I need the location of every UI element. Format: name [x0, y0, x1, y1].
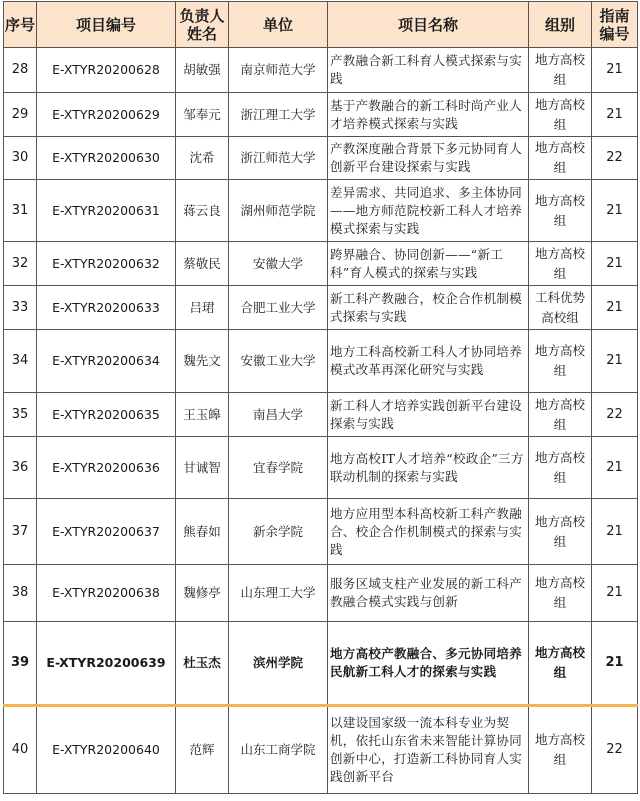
table-row — [4, 330, 638, 393]
cell-leader: 王玉皞 — [176, 393, 229, 437]
cell-seq: 35 — [4, 393, 37, 437]
cell-seq: 29 — [4, 93, 37, 137]
cell-guide: 21 — [592, 242, 638, 286]
cell-leader: 熊春如 — [176, 499, 229, 565]
cell-group: 地方高校组 — [529, 499, 592, 565]
cell-seq: 32 — [4, 242, 37, 286]
header-guide-line1: 指南 — [599, 6, 630, 25]
table-row — [4, 499, 638, 565]
table-row — [4, 393, 638, 437]
table-row — [4, 48, 638, 93]
cell-guide: 21 — [592, 499, 638, 565]
cell-project: 地方工科高校新工科人才协同培养模式改革再深化研究与实践 — [328, 330, 529, 393]
cell-group: 地方高校组 — [529, 93, 592, 137]
cell-group: 地方高校组 — [529, 706, 592, 794]
table-row — [4, 137, 638, 180]
cell-unit: 安徽大学 — [229, 242, 328, 286]
cell-leader: 甘诚智 — [176, 437, 229, 499]
cell-group: 地方高校组 — [529, 48, 592, 93]
cell-seq: 37 — [4, 499, 37, 565]
cell-code: E-XTYR20200639 — [37, 622, 176, 706]
cell-group: 地方高校组 — [529, 242, 592, 286]
cell-project: 跨界融合、协同创新——“新工科”育人模式的探索与实践 — [328, 242, 529, 286]
cell-unit: 南京师范大学 — [229, 48, 328, 93]
cell-code: E-XTYR20200628 — [37, 48, 176, 93]
header-leader-line1: 负责人 — [179, 6, 225, 25]
cell-unit: 浙江师范大学 — [229, 137, 328, 180]
cell-group: 工科优势高校组 — [529, 286, 592, 330]
cell-code: E-XTYR20200630 — [37, 137, 176, 180]
table-row — [4, 565, 638, 622]
cell-guide: 22 — [592, 706, 638, 794]
cell-project: 以建设国家级一流本科专业为契机，依托山东省未来智能计算协同创新中心，打造新工科协同育人实践创新平台 — [328, 706, 529, 794]
cell-unit: 滨州学院 — [229, 622, 328, 706]
cell-code: E-XTYR20200629 — [37, 93, 176, 137]
cell-leader: 魏修亭 — [176, 565, 229, 622]
table-header-row — [4, 2, 638, 48]
cell-project: 产教深度融合背景下多元协同育人创新平台建设探索与实践 — [328, 137, 529, 180]
project-table — [3, 1, 638, 794]
cell-group: 地方高校组 — [529, 330, 592, 393]
header-leader — [176, 2, 229, 48]
cell-leader: 沈希 — [176, 137, 229, 180]
cell-seq: 39 — [4, 622, 37, 706]
cell-project: 服务区域支柱产业发展的新工科产教融合模式实践与创新 — [328, 565, 529, 622]
header-code: 项目编号 — [37, 2, 176, 48]
cell-leader: 魏先文 — [176, 330, 229, 393]
table-row — [4, 93, 638, 137]
cell-seq: 34 — [4, 330, 37, 393]
cell-unit: 山东理工大学 — [229, 565, 328, 622]
cell-project: 新工科人才培养实践创新平台建设探索与实践 — [328, 393, 529, 437]
cell-code: E-XTYR20200638 — [37, 565, 176, 622]
cell-code: E-XTYR20200633 — [37, 286, 176, 330]
header-project: 项目名称 — [328, 2, 529, 48]
cell-unit: 湖州师范学院 — [229, 180, 328, 242]
cell-group: 地方高校组 — [529, 565, 592, 622]
cell-group: 地方高校组 — [529, 437, 592, 499]
cell-code: E-XTYR20200634 — [37, 330, 176, 393]
cell-project: 地方高校产教融合、多元协同培养民航新工科人才的探索与实践 — [328, 622, 529, 706]
cell-leader: 邹奉元 — [176, 93, 229, 137]
cell-project: 产教融合新工科育人模式探索与实践 — [328, 48, 529, 93]
cell-guide: 21 — [592, 437, 638, 499]
cell-guide: 21 — [592, 93, 638, 137]
cell-code: E-XTYR20200631 — [37, 180, 176, 242]
table-row — [4, 180, 638, 242]
cell-unit: 宜春学院 — [229, 437, 328, 499]
cell-seq: 31 — [4, 180, 37, 242]
cell-project: 基于产教融合的新工科时尚产业人才培养模式探索与实践 — [328, 93, 529, 137]
cell-guide: 21 — [592, 565, 638, 622]
cell-project: 地方应用型本科高校新工科产教融合、校企合作机制模式的探索与实践 — [328, 499, 529, 565]
cell-unit: 南昌大学 — [229, 393, 328, 437]
cell-code: E-XTYR20200636 — [37, 437, 176, 499]
header-guide-line2: 编号 — [599, 24, 630, 43]
cell-leader: 范辉 — [176, 706, 229, 794]
cell-seq: 33 — [4, 286, 37, 330]
cell-leader: 蔡敬民 — [176, 242, 229, 286]
cell-unit: 山东工商学院 — [229, 706, 328, 794]
table-row — [4, 242, 638, 286]
cell-guide: 21 — [592, 330, 638, 393]
cell-guide: 21 — [592, 48, 638, 93]
header-guide — [592, 2, 638, 48]
header-seq: 序号 — [4, 2, 37, 48]
cell-unit: 安徽工业大学 — [229, 330, 328, 393]
header-unit: 单位 — [229, 2, 328, 48]
cell-group: 地方高校组 — [529, 393, 592, 437]
cell-guide: 22 — [592, 137, 638, 180]
cell-code: E-XTYR20200637 — [37, 499, 176, 565]
cell-guide: 21 — [592, 622, 638, 706]
cell-group: 地方高校组 — [529, 137, 592, 180]
cell-seq: 28 — [4, 48, 37, 93]
cell-seq: 36 — [4, 437, 37, 499]
cell-group: 地方高校组 — [529, 180, 592, 242]
cell-code: E-XTYR20200640 — [37, 706, 176, 794]
cell-seq: 38 — [4, 565, 37, 622]
cell-code: E-XTYR20200632 — [37, 242, 176, 286]
cell-code: E-XTYR20200635 — [37, 393, 176, 437]
cell-group: 地方高校组 — [529, 622, 592, 706]
cell-project: 地方高校IT人才培养“校政企”三方联动机制的探索与实践 — [328, 437, 529, 499]
cell-leader: 杜玉杰 — [176, 622, 229, 706]
cell-guide: 21 — [592, 180, 638, 242]
cell-leader: 蒋云良 — [176, 180, 229, 242]
cell-leader: 吕珺 — [176, 286, 229, 330]
cell-project: 新工科产教融合，校企合作机制模式探索与实践 — [328, 286, 529, 330]
cell-unit: 浙江理工大学 — [229, 93, 328, 137]
cell-guide: 21 — [592, 286, 638, 330]
cell-project: 差异需求、共同追求、多主体协同——地方师范院校新工科人才培养模式探索与实践 — [328, 180, 529, 242]
cell-unit: 新余学院 — [229, 499, 328, 565]
header-leader-line2: 姓名 — [186, 24, 217, 43]
cell-unit: 合肥工业大学 — [229, 286, 328, 330]
cell-seq: 40 — [4, 706, 37, 794]
table-row — [4, 286, 638, 330]
cell-seq: 30 — [4, 137, 37, 180]
table-row — [4, 437, 638, 499]
table-row-highlighted — [4, 622, 638, 706]
cell-guide: 22 — [592, 393, 638, 437]
cell-leader: 胡敏强 — [176, 48, 229, 93]
header-group: 组别 — [529, 2, 592, 48]
table-row — [4, 706, 638, 794]
